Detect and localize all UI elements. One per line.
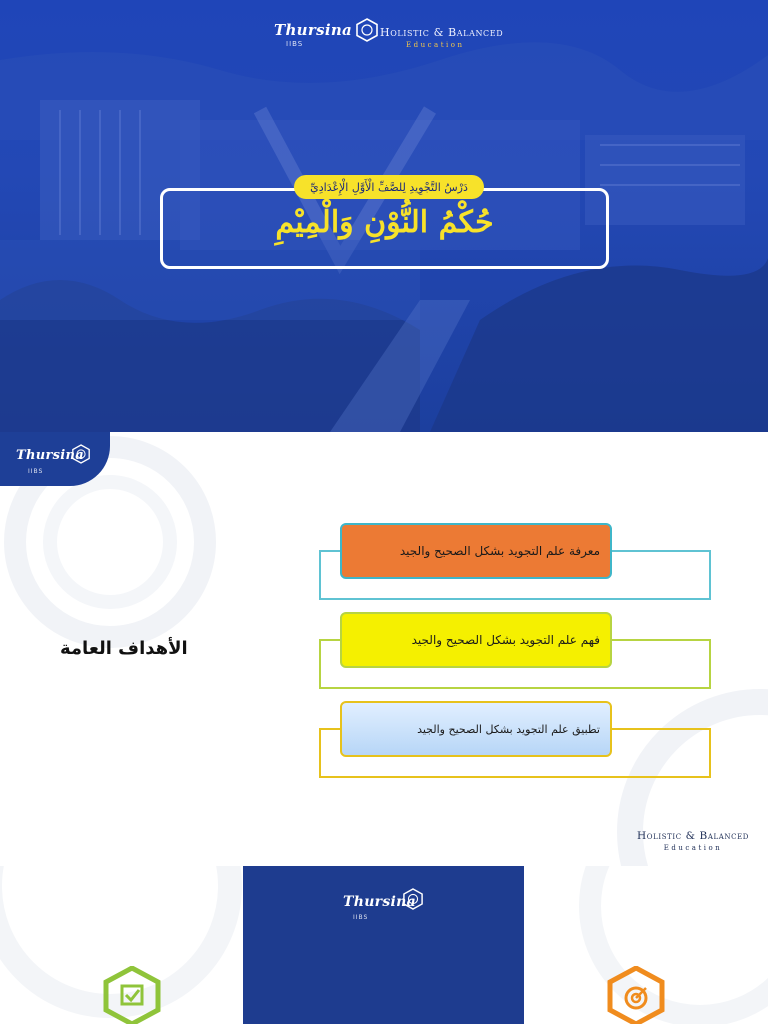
title-slide [0,0,768,432]
goal-item-1: معرفة علم التجويد بشكل الصحيح والجيد [340,523,612,579]
logo-wordmark: Thursina [16,448,84,463]
checkbox-icon [102,966,162,1024]
footer-tagline-main: Holistic & Balanced [637,830,749,842]
goal-item-3: تطبيق علم التجويد بشكل الصحيح والجيد [340,701,612,757]
emblem-icon [356,18,378,42]
brand-logo [274,18,378,48]
lesson-subtitle: دَرْسُ التَّجْوِيدِ لِلصَّفِّ الْأَوَّلِ الْإِعْدَادِيِّ [294,175,484,199]
logo-subtext: IIBS [286,40,304,48]
target-icon [606,966,666,1024]
logo-wordmark: Thursina [343,894,417,910]
lesson-title: حُكْمُ النُّوْنِ وَالْمِيْمِ [275,205,494,240]
footer-tagline-sub: Education [663,844,723,852]
logo-wordmark: Thursina [274,21,353,39]
footer-tagline [637,830,749,852]
logo-subtext: IIBS [28,468,44,475]
objectives-slide [0,432,768,866]
emblem-icon [403,888,423,910]
logo-subtext: IIBS [353,914,369,921]
tagline-sub: Education [406,41,465,49]
goal-item-2: فهم علم التجويد بشكل الصحيح والجيد [340,612,612,668]
next-slide [0,866,768,1024]
center-panel [243,866,524,1024]
objectives-heading: الأهداف العامة [60,638,188,659]
tagline-main: Holistic & Balanced [380,26,504,39]
corner-logo [0,432,110,486]
emblem-icon [72,444,90,464]
brand-tagline [380,26,503,49]
